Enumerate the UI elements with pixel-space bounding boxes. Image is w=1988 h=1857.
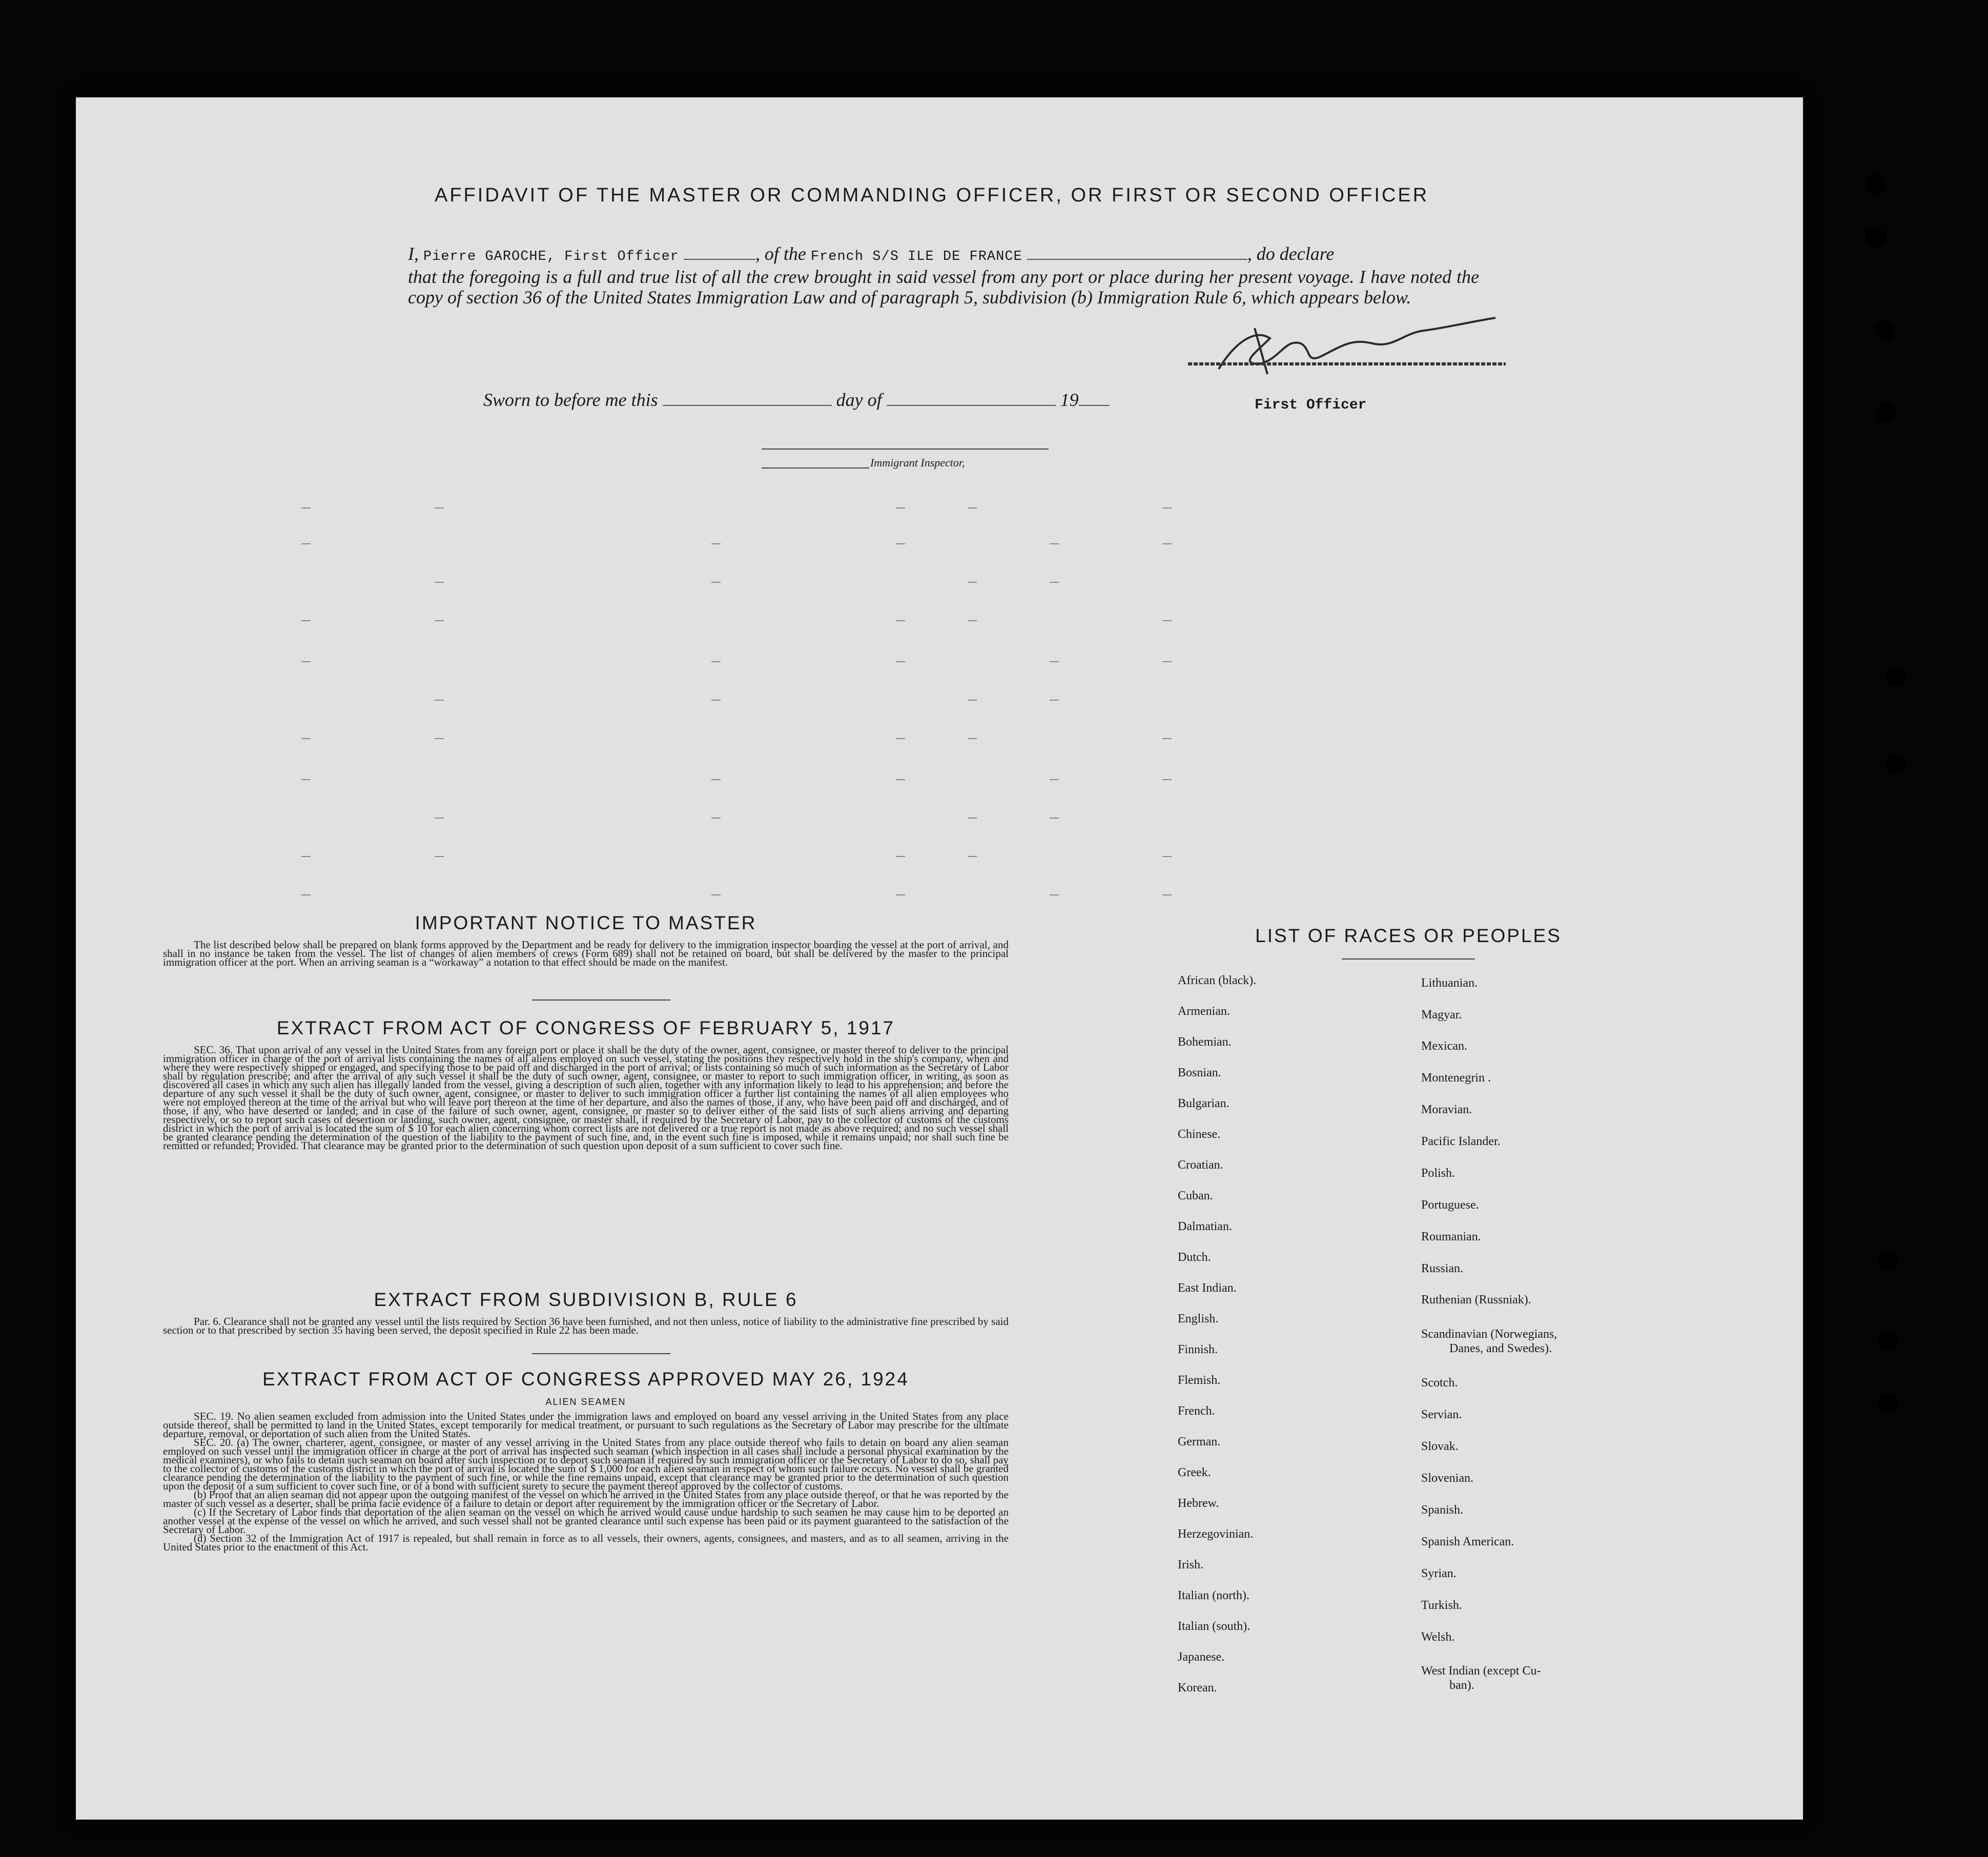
year-label: 19 bbox=[1060, 390, 1079, 410]
bleed-mark bbox=[711, 661, 721, 662]
bleed-mark bbox=[896, 620, 905, 621]
sworn-year-field bbox=[1079, 392, 1110, 406]
bleed-mark bbox=[968, 620, 977, 621]
divider-line bbox=[1342, 958, 1475, 960]
bleed-mark bbox=[896, 661, 905, 662]
race-item: Armenian. bbox=[1178, 1005, 1230, 1018]
punch-hole-icon bbox=[1866, 174, 1886, 195]
race-item: Servian. bbox=[1421, 1408, 1462, 1421]
sworn-label: Sworn to before me this bbox=[483, 390, 658, 410]
bleed-mark bbox=[1162, 661, 1172, 662]
bleed-mark bbox=[896, 894, 905, 895]
extract-1924-paragraph: SEC. 20. (a) The owner, charterer, agent, consignee, or master of any vessel arriving in the United States from any place outside thereof who fails to detain on board any alien seaman employed on such vessel until the immigration officer in charge at the port of arrival has inspected such seaman (which inspection in all cases shall include a personal physical examination by the medical examiners), or who fails to detain such seaman on board after such inspection or to deport such seaman if required by such immigration officer or the Secretary of Labor to do so, shall pay to the collector of customs of the customs district in which the port of arrival is located the sum of $ 1,000 for each alien seaman in respect of whom such failure occurs. No vessel shall be granted clearance pending the determination of the liability to the payment of such fine, or while the fine remains unpaid, except that clearance may be granted prior to the determination of such question upon the deposit of a sum sufficient to cover such fine, or of a bond with sufficient surety to secure the payment thereof approved by the collector of customs. bbox=[163, 1436, 1009, 1492]
race-item: Montenegrin . bbox=[1421, 1071, 1491, 1085]
bleed-mark bbox=[968, 700, 977, 701]
extract-1924-paragraph: SEC. 19. No alien seamen excluded from admission into the United States under the immigration laws and employed on board any vessel arriving in the United States from any place outside thereof, shall be permitted to land in the United States, except temporarily for medical treatment, or pursuant to such regulations as the Secretary of Labor may prescribe for the ultimate departure, removal, or deportation of such alien from the United States. bbox=[163, 1410, 1009, 1440]
race-item: Spanish. bbox=[1421, 1503, 1464, 1517]
inspector-signature-line bbox=[762, 467, 869, 468]
race-item: Roumanian. bbox=[1421, 1230, 1481, 1243]
notice-body bbox=[163, 938, 1009, 968]
race-item: Cuban. bbox=[1178, 1189, 1213, 1202]
race-item: Moravian. bbox=[1421, 1103, 1472, 1116]
race-item: Welsh. bbox=[1421, 1630, 1455, 1644]
race-item: Danes, and Swedes). bbox=[1449, 1342, 1552, 1355]
extract-1917-paragraph: SEC. 36. That upon arrival of any vessel in the United States from any foreign port or place it shall be the duty of the owner, agent, consignee, or master thereof to deliver to the principal immigration officer in charge of the port of arrival lists containing the names of all aliens employed on such vessel, stating the positions they respectively hold in the ship's company, when and where they were respectively shipped or engaged, and specifying those to be paid off and discharged in the port of arrival; or lists containing so much of such information as the Secretary of Labor shall by regulation prescribe; and after the arrival of any such vessel it shall be the duty of such owner, agent, consignee, or master to report to such immigration officer, in writing, as soon as discovered all cases in which any such alien has illegally landed from the vessel, giving a description of such alien, together with any information likely to lead to his apprehension; and before the departure of any such vessel it shall be the duty of such owner, agent, consignee, or master to deliver to such immigration officer a further list containing the names of all alien employees who were not employed thereon at the time of the arrival but who will leave port thereon at the time of her departure, and also the names of those, if any, who have been paid off and discharged, and of those, if any, who have deserted or landed; and in case of the failure of such owner, agent, consignee, or master so to deliver either of the said lists of such aliens arriving and departing respectively, or so to report such cases of desertion or landing, such owner, agent, consignee, or master shall, if required by the Secretary of Labor, pay to the collector of customs of the customs district in which the port of arrival is located the sum of $ 10 for each alien concerning whom correct lists are not delivered or a true report is not made as above required; and no such vessel shall be granted clearance pending the determination of the question of the liability to the payment of such fine, and, in the event such fine is imposed, while it remains unpaid; nor shall such fine be remitted or refunded; Provided. That clearance may be granted prior to the determination of such question upon deposit of a sum sufficient to cover such fine. bbox=[163, 1044, 1009, 1152]
race-item: Croatian. bbox=[1178, 1158, 1223, 1172]
bleed-mark bbox=[711, 582, 721, 583]
punch-hole-icon bbox=[1885, 753, 1905, 774]
race-item: Ruthenian (Russniak). bbox=[1421, 1293, 1531, 1307]
race-item: Bosnian. bbox=[1178, 1066, 1221, 1079]
extract-rule6-paragraph: Par. 6. Clearance shall not be granted any vessel until the lists required by Section 36 have been furnished, and not then unless, notice of liability to the administrative fine prescribed by said section or to that prescribed by section 35 having been served, the deposit specified in Rule 22 has been made. bbox=[163, 1315, 1009, 1336]
bleed-mark bbox=[435, 738, 444, 739]
inspector-label: Immigrant Inspector, bbox=[870, 456, 965, 469]
of-the-label: , of the bbox=[755, 243, 806, 264]
bleed-mark bbox=[435, 582, 444, 583]
bleed-mark bbox=[435, 856, 444, 857]
inspector-signature-line bbox=[762, 448, 1049, 450]
blank-line bbox=[684, 246, 755, 260]
bleed-mark bbox=[301, 507, 311, 508]
race-item: Bohemian. bbox=[1178, 1035, 1232, 1049]
race-item: Russian. bbox=[1421, 1262, 1464, 1275]
race-item: Hebrew. bbox=[1178, 1497, 1219, 1510]
divider-line bbox=[532, 999, 670, 1001]
race-item: Lithuanian. bbox=[1421, 976, 1478, 990]
bleed-mark bbox=[896, 543, 905, 544]
race-item: Herzegovinian. bbox=[1178, 1527, 1254, 1541]
race-item: Mexican. bbox=[1421, 1039, 1467, 1053]
race-item: Greek. bbox=[1178, 1466, 1211, 1479]
extract-1924-paragraph: (d) Section 32 of the Immigration Act of 1917 is repealed, but shall remain in force as to all vessels, their owners, agents, consignees, and masters, and as to all seamen, arriving in the United States prior to the enactment of this Act. bbox=[163, 1532, 1009, 1553]
bleed-mark bbox=[301, 543, 311, 544]
bleed-mark bbox=[711, 818, 721, 819]
bleed-mark bbox=[1050, 582, 1059, 583]
punch-hole-icon bbox=[1878, 1251, 1899, 1271]
officer-signature bbox=[1178, 308, 1516, 379]
bleed-mark bbox=[968, 856, 977, 857]
notice-title: IMPORTANT NOTICE TO MASTER bbox=[415, 912, 757, 933]
sworn-line bbox=[483, 390, 1110, 410]
affidavit-title: AFFIDAVIT OF THE MASTER OR COMMANDING OFFICER, OR FIRST OR SECOND OFFICER bbox=[435, 185, 1429, 206]
race-item: Italian (north). bbox=[1178, 1589, 1249, 1602]
race-item: East Indian. bbox=[1178, 1281, 1237, 1295]
extract-1924-body bbox=[163, 1412, 1009, 1552]
bleed-mark bbox=[1162, 856, 1172, 857]
race-item: Magyar. bbox=[1421, 1008, 1462, 1022]
document-sheet bbox=[76, 97, 1803, 1820]
extract-1924-title: EXTRACT FROM ACT OF CONGRESS APPROVED MAY 26, 1924 bbox=[262, 1369, 909, 1390]
bleed-mark bbox=[1162, 507, 1172, 508]
bleed-mark bbox=[1050, 818, 1059, 819]
bleed-mark bbox=[435, 818, 444, 819]
declaration-line bbox=[408, 243, 1479, 267]
race-item: Japanese. bbox=[1178, 1650, 1225, 1664]
officer-rank-field: , First Officer bbox=[546, 249, 679, 264]
race-item: Dutch. bbox=[1178, 1251, 1211, 1264]
race-item: Bulgarian. bbox=[1178, 1097, 1229, 1110]
extract-1917-title: EXTRACT FROM ACT OF CONGRESS OF FEBRUARY 5, 1917 bbox=[276, 1017, 895, 1038]
race-item: Italian (south). bbox=[1178, 1620, 1251, 1633]
race-item: West Indian (except Cu- bbox=[1421, 1664, 1541, 1678]
extract-1924-paragraph: (c) If the Secretary of Labor finds that deportation of the alien seaman on the vessel on which he arrived would cause undue hardship to such seamen he may cause him to be deported an another vessel at the expense of the vessel on which he arrived, and such vessel shall not be granted clearance until such expense has been paid or its payment guaranteed to the satisfaction of the Secretary of Labor. bbox=[163, 1506, 1009, 1536]
bleed-mark bbox=[1050, 894, 1059, 895]
punch-hole-icon bbox=[1878, 1330, 1899, 1351]
bleed-mark bbox=[968, 818, 977, 819]
race-item: French. bbox=[1178, 1404, 1215, 1418]
vessel-field: French S/S ILE DE FRANCE bbox=[810, 249, 1022, 264]
blank-line bbox=[1027, 246, 1247, 260]
bleed-mark bbox=[968, 507, 977, 508]
extract-rule6-body bbox=[163, 1317, 1009, 1335]
bleed-mark bbox=[301, 894, 311, 895]
divider-line bbox=[532, 1353, 670, 1354]
race-item: Scotch. bbox=[1421, 1376, 1458, 1390]
bleed-mark bbox=[896, 779, 905, 780]
bleed-mark bbox=[435, 620, 444, 621]
bleed-mark bbox=[1162, 894, 1172, 895]
bleed-mark bbox=[1162, 543, 1172, 544]
race-item: Finnish. bbox=[1178, 1343, 1218, 1356]
race-item: Chinese. bbox=[1178, 1128, 1221, 1141]
signer-title: First Officer bbox=[1255, 397, 1367, 413]
bleed-mark bbox=[301, 738, 311, 739]
bleed-mark bbox=[301, 620, 311, 621]
race-item: Flemish. bbox=[1178, 1374, 1221, 1387]
bleed-mark bbox=[968, 738, 977, 739]
race-item: English. bbox=[1178, 1312, 1219, 1325]
punch-hole-icon bbox=[1866, 228, 1886, 248]
bleed-mark bbox=[1050, 779, 1059, 780]
race-item: Portuguese. bbox=[1421, 1198, 1479, 1212]
bleed-mark bbox=[1050, 700, 1059, 701]
bleed-mark bbox=[435, 507, 444, 508]
extract-1924-subtitle: ALIEN SEAMEN bbox=[545, 1397, 626, 1407]
race-item: Spanish American. bbox=[1421, 1535, 1514, 1548]
race-item: Korean. bbox=[1178, 1681, 1217, 1695]
race-item: Pacific Islander. bbox=[1421, 1135, 1501, 1148]
race-item: Turkish. bbox=[1421, 1599, 1462, 1612]
extract-1924-paragraph: (b) Proof that an alien seaman did not appear upon the outgoing manifest of the vessel on which he arrived in the United States from any place outside thereof, or that he was reported by the master of such vessel as a deserter, shall be prima facie evidence of a failure to detain or deport after requirement by the immigration officer or the Secretary of Labor. bbox=[163, 1488, 1009, 1509]
bleed-mark bbox=[301, 856, 311, 857]
bleed-mark bbox=[711, 543, 721, 544]
bleed-mark bbox=[896, 856, 905, 857]
bleed-mark bbox=[896, 738, 905, 739]
extract-rule6-title: EXTRACT FROM SUBDIVISION B, RULE 6 bbox=[374, 1289, 798, 1310]
extract-1917-body bbox=[163, 1046, 1009, 1150]
bleed-mark bbox=[968, 582, 977, 583]
bleed-mark bbox=[1162, 738, 1172, 739]
race-item: Polish. bbox=[1421, 1167, 1456, 1180]
sworn-month-field bbox=[887, 392, 1056, 406]
races-title: LIST OF RACES OR PEOPLES bbox=[1255, 925, 1562, 946]
bleed-mark bbox=[711, 700, 721, 701]
race-item: ban). bbox=[1449, 1679, 1474, 1692]
declaration-i-label: I, bbox=[408, 243, 419, 264]
bleed-mark bbox=[711, 894, 721, 895]
race-item: Irish. bbox=[1178, 1558, 1203, 1572]
punch-hole-icon bbox=[1876, 402, 1896, 423]
bleed-mark bbox=[1050, 661, 1059, 662]
bleed-mark bbox=[1162, 779, 1172, 780]
do-declare-label: , do declare bbox=[1247, 243, 1335, 264]
race-item: German. bbox=[1178, 1435, 1221, 1448]
notice-paragraph: The list described below shall be prepared on blank forms approved by the Department and be ready for delivery to the immigration inspector boarding the vessel at the port of arrival, and shall in no instance be taken from the vessel. The list of changes of alien members of crews (Form 689) shall not be retained on board, but shall be delivered by the master to the principal immigration officer at the port. When an arriving seaman is a “workaway” a notation to that effect should be made on the manifest. bbox=[163, 938, 1009, 968]
punch-hole-icon bbox=[1885, 666, 1905, 687]
punch-hole-icon bbox=[1878, 1393, 1899, 1414]
race-item: Syrian. bbox=[1421, 1567, 1457, 1580]
bleed-mark bbox=[301, 779, 311, 780]
race-item: African (black). bbox=[1178, 974, 1257, 987]
bleed-mark bbox=[1162, 620, 1172, 621]
sworn-day-field bbox=[663, 392, 832, 406]
race-item: Dalmatian. bbox=[1178, 1220, 1232, 1233]
bleed-mark bbox=[435, 700, 444, 701]
day-of-label: day of bbox=[836, 390, 882, 410]
bleed-mark bbox=[301, 661, 311, 662]
race-item: Slovak. bbox=[1421, 1440, 1459, 1453]
punch-hole-icon bbox=[1875, 320, 1895, 341]
declaration-body: that the foregoing is a full and true list of all the crew brought in said vessel from any port or place during her present voyage. I have noted the copy of section 36 of the United States Immigration Law and of paragraph 5, subdivision (b) Immigration Rule 6, which appears below. bbox=[408, 267, 1479, 308]
officer-name-field: Pierre GAROCHE bbox=[423, 249, 547, 264]
bleed-mark bbox=[1050, 543, 1059, 544]
bleed-mark bbox=[711, 779, 721, 780]
race-item: Slovenian. bbox=[1421, 1472, 1473, 1485]
bleed-mark bbox=[896, 507, 905, 508]
race-item: Scandinavian (Norwegians, bbox=[1421, 1328, 1557, 1341]
